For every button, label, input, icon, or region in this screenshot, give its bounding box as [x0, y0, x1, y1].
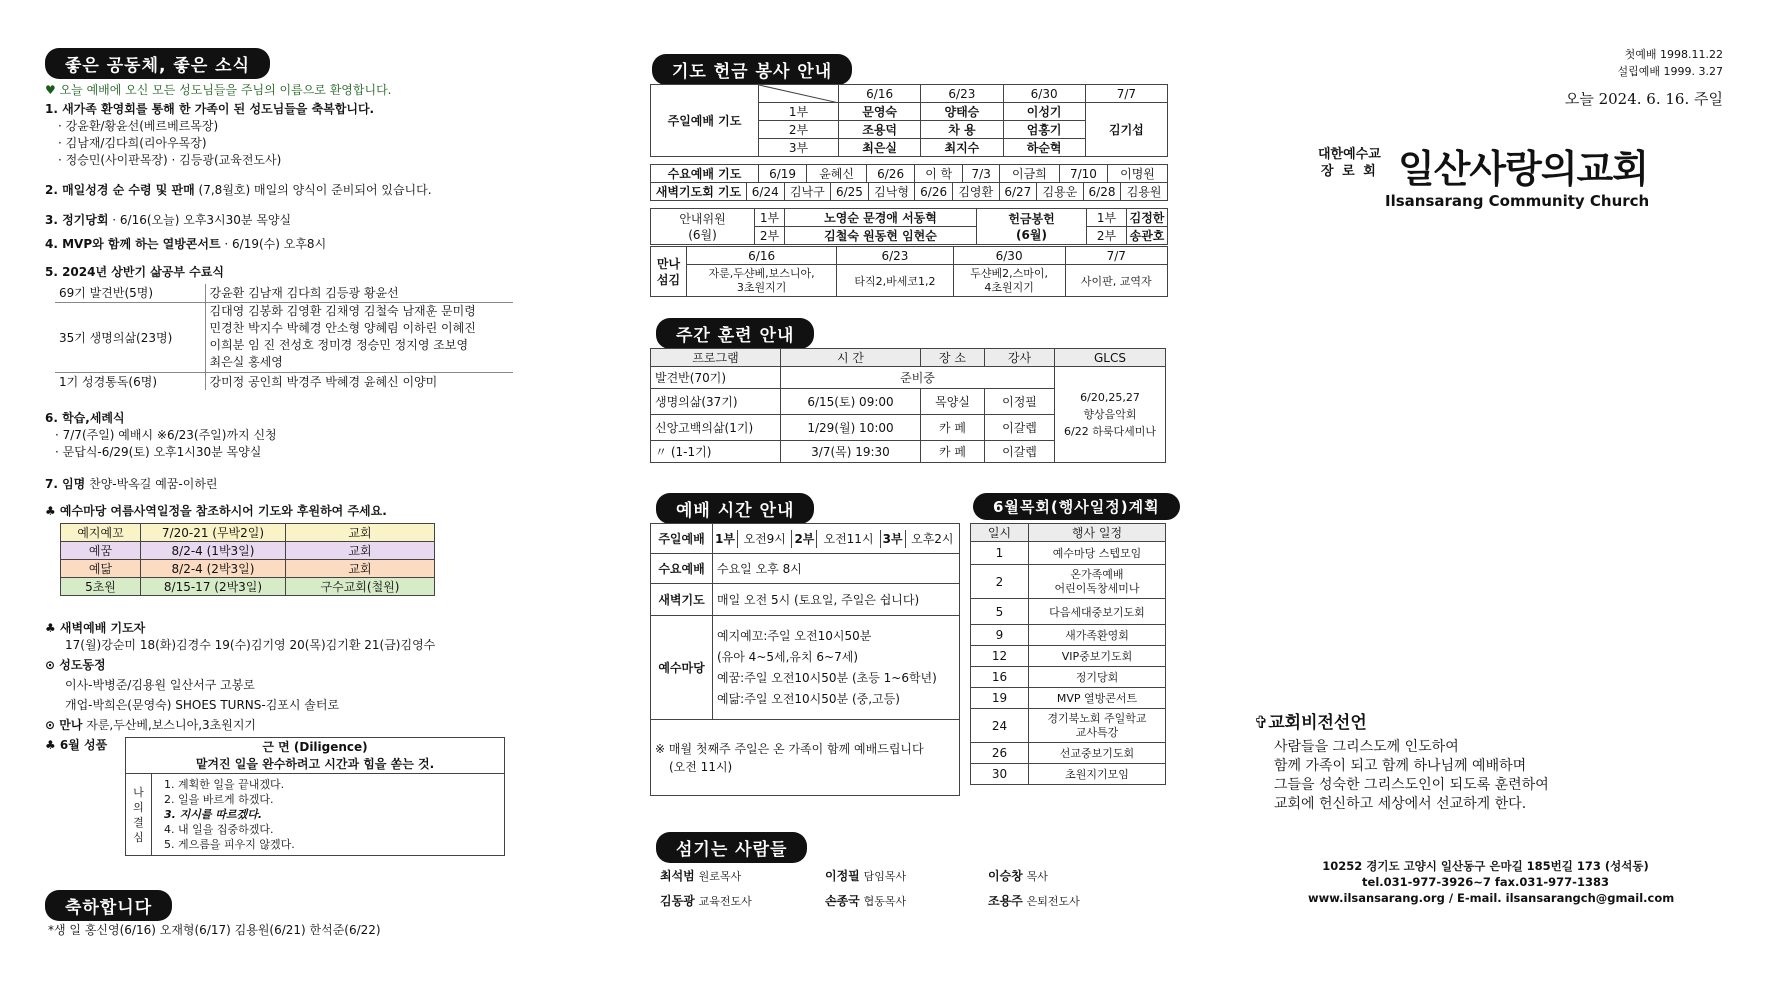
training-title: 주간 훈련 안내 [656, 318, 814, 349]
prayer-table: 주일예배 기도 6/16 6/23 6/30 7/7 1부 문영숙 양태승 이성기 김기섭 2부 조용덕 차 용 엄홍기 3부 최은실 최지수 하순혁 [650, 84, 1168, 157]
server-item: 조용주 은퇴전도사 [988, 894, 1080, 908]
news-2: 2. 매일성경 순 수령 및 판매 (7,8월호) 매일의 양식이 준비되어 있습니다. [45, 183, 432, 197]
news-3: 3. 정기당회 · 6/16(오늘) 오후3시30분 목양실 [45, 213, 292, 227]
manna-line: ⊙ 만나 자룬,두산베,보스니아,3초원지기 [45, 718, 257, 732]
contact-block: 10252 경기도 고양시 일산동구 은마길 185번길 173 (성석동) tel.031-977-3926~7 fax.031-977-1383 www.ilsansarang.org / E-mail. ilsansarangch@gmail.com [1308, 859, 1675, 905]
saint-news-head: ⊙ 성도동정 [45, 658, 106, 672]
worship-table: 주일예배 1부 오전9시 2부 오전11시 3부 오후2시 수요예배 수요일 오후 8시 새벽기도 매일 오전 5시 (토요일, 주일은 쉽니다) 예수마당 예지예꼬:주일 오전10시50분 (유아 4~5세,유치 6~7세) 예꿈:주일 오전10시50분 (초등 1~6학년) 예닮:주일 오전10시50분 (중,고등) ※ 매월 첫째주 주일은 온 가족이 함께 예배드립니다 (오전 11시) [650, 523, 960, 796]
wed-prayer-table: 수요예배 기도 6/19 윤혜신 6/26 이 학 7/3 이금희 7/10 이명원 [650, 164, 1168, 183]
training-table: 프로그램 시 간 장 소 강사 GLCS 발견반(70기) 준비중 6/20,25,27 향상음악회 6/22 하룩다세미나 생명의삶(37기) 6/15(토) 09:00 목양실 이정필 신앙고백의삶(1기) 1/29(월) 10:00 카 페 이갈렙 〃 (1-1기) 3/7(목) 19:30 카 페 이갈렙 [650, 348, 1166, 463]
server-item: 이정필 담임목사 [825, 869, 907, 883]
dawn-prayer-head: ♣ 새벽예배 기도자 [45, 621, 146, 635]
plan-table: 일시 행사 일정 1 예수마당 스텝모임 2 온가족예배 어린이독창세미나 5 다음세대중보기도회 9 새가족환영회 12 VIP중보기도회 16 정기당회 19 MVP 열방콘서트 24 경기북노회 주일학교 교사특강 26 선교중보기도회 30 초원지기모임 [970, 523, 1166, 785]
news-6-line: · 7/7(주일) 예배시 ※6/23(주일)까지 신청 [55, 428, 277, 442]
servers-title: 섬기는 사람들 [656, 832, 807, 863]
virtue-table: 근 면 (Diligence) 맡겨진 일을 완수하려고 시간과 힘을 쏟는 것. 나의결심 1. 계획한 일을 끝내겠다. 2. 일을 바르게 하겠다. 3. 지시를 따르겠다. 4. 내 일을 집중하겠다. 5. 게으름을 피우지 않겠다. [125, 737, 505, 856]
server-item: 최석범 원로목사 [660, 869, 742, 883]
denomination: 대한예수교 장 로 회 [1318, 147, 1381, 179]
news-5-head: 5. 2024년 상반기 삶공부 수료식 [45, 265, 224, 279]
today-date: 오늘 2024. 6. 16. 주일 [1564, 90, 1723, 108]
manna-table: 만나 섬김 6/16 6/23 6/30 7/7 자룬,두샨베,보스니아, 3초원지기 타직2,바세코1,2 두샨베2,스마이, 4초원지기 사이판, 교역자 [650, 246, 1168, 297]
news-1-line: · 강윤환/황윤선(베르베르목장) [58, 119, 219, 133]
news-4: 4. MVP와 함께 하는 열방콘서트 · 6/19(수) 오후8시 [45, 237, 327, 251]
server-item: 이승창 목사 [988, 869, 1048, 883]
news-1-head: 1. 새가족 환영회를 통해 한 가족이 된 성도님들을 축복합니다. [45, 102, 375, 116]
summer-table: 예지예꼬 7/20-21 (무박2일) 교회 예꿈 8/2-4 (1박3일) 교회 예닮 8/2-4 (2박3일) 교회 5초원 8/15-17 (2박3일) 구수교회(철원) [60, 523, 435, 596]
congrats-title: 축하합니다 [45, 890, 172, 921]
news-1-line: · 정승민(사이판목장) · 김등광(교육전도사) [58, 153, 282, 167]
vision-title: ✞교회비전선언 [1254, 713, 1367, 733]
news-1-line: · 김남재/김다희(리아우목장) [58, 136, 207, 150]
founding-date: 설립예배 1999. 3.27 [1617, 65, 1723, 78]
prayer-title: 기도 헌금 봉사 안내 [652, 54, 852, 85]
vision-text: 사람들을 그리스도께 인도하여 함께 가족이 되고 함께 하나님께 예배하며 그들을 성숙한 그리스도인이 되도록 훈련하여 교회에 헌신하고 세상에서 선교하게 한다. [1274, 739, 1549, 812]
church-name: 일산사랑의교회 [1398, 147, 1648, 191]
news-6-head: 6. 학습,세례식 [45, 411, 125, 425]
news-7: 7. 임명 찬양-박옥길 예꿈-이하린 [45, 477, 218, 491]
saint-news-line: 개업-박희은(문영숙) SHOES TURNS-김포시 솔터로 [65, 698, 340, 712]
news-title: 좋은 공동체, 좋은 소식 [45, 48, 270, 79]
server-item: 손종국 협동목사 [825, 894, 907, 908]
welcome-text: ♥ 오늘 예배에 오신 모든 성도님들을 주님의 이름으로 환영합니다. [45, 83, 392, 97]
server-item: 김동광 교육전도사 [660, 894, 752, 908]
birthday-line: *생 일 홍신영(6/16) 오재형(6/17) 김용원(6/21) 한석준(6/22) [48, 923, 381, 937]
church-name-en: Ilsansarang Community Church [1385, 192, 1650, 210]
usher-table: 안내위원 (6월) 1부 노영순 문경애 서동혁 헌금봉헌 (6월) 1부 김정한 2부 김철숙 원동현 임현순 2부 송관호 [650, 208, 1168, 245]
virtue-head: ♣ 6월 성품 [45, 738, 108, 752]
news-6-line: · 문답식-6/29(토) 오후1시30분 목양실 [55, 445, 262, 459]
saint-news-line: 이사-박병준/김용원 일산서구 고봉로 [65, 678, 255, 692]
dawn-prayer-table: 새벽기도회 기도 6/24 김낙구 6/25 김낙형 6/26 김영환 6/27 김용운 6/28 김용원 [650, 182, 1168, 201]
summer-head: ♣ 예수마당 여름사역일정을 참조하시어 기도와 후원하여 주세요. [45, 504, 387, 518]
plan-title: 6월목회(행사일정)계획 [973, 493, 1180, 520]
graduation-table: 69기 발견반(5명) 강윤환 김남재 김다희 김등광 황윤선 35기 생명의삶(23명) 김대영 김봉화 김영환 김채영 김철숙 남재훈 문미령 민경찬 박지수 박혜경 안소형 양혜림 이하린 이혜진 이희분 임 진 전성호 정미경 정승민 정지영 조보영 최은실 홍세영 1기 성경통독(6명) 강미정 공인희 박경주 박혜경 윤혜신 이양미 [55, 284, 513, 390]
dawn-prayer-list: 17(월)강순미 18(화)김경수 19(수)김기영 20(목)김기환 21(금)김영수 [65, 638, 436, 652]
first-service-date: 첫예배 1998.11.22 [1624, 48, 1723, 61]
worship-title: 예배 시간 안내 [656, 493, 814, 524]
